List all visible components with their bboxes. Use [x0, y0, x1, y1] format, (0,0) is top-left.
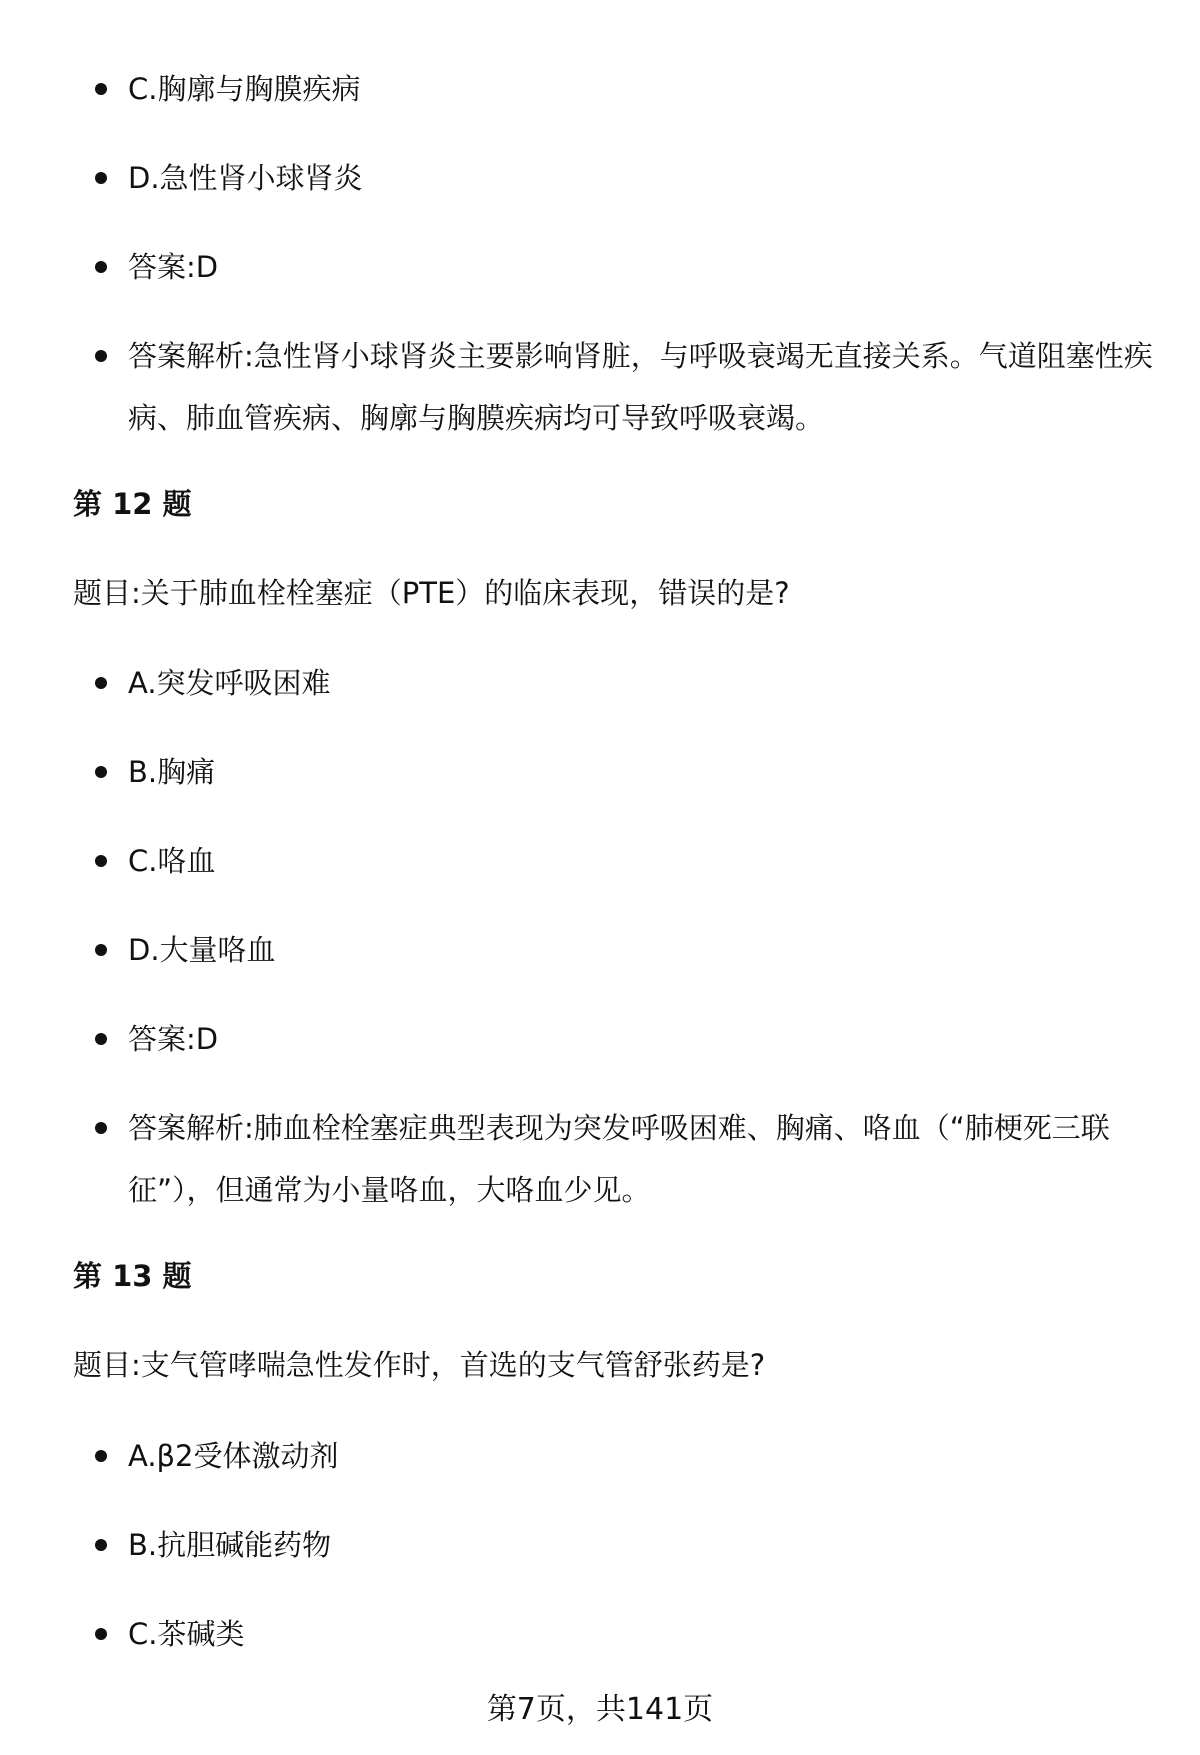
option-item — [95, 919, 1155, 981]
bullet-dot — [95, 1539, 107, 1551]
option-item — [95, 1514, 1155, 1576]
option-text: C.咯血 — [128, 844, 216, 878]
question-text: 题目:支气管哮喘急性发作时，首选的支气管舒张药是? — [73, 1348, 766, 1382]
bullet-dot — [95, 766, 107, 778]
bullet-dot — [95, 261, 107, 273]
bullet-dot — [95, 172, 107, 184]
explanation-text: 答案解析:肺血栓栓塞症典型表现为突发呼吸困难、胸痛、咯血（“肺梗死三联征”），但通常为小量咯血，大咯血少见。 — [128, 1111, 1110, 1207]
option-item — [95, 741, 1155, 803]
question-heading: 第 12 题 — [73, 487, 192, 521]
option-item — [95, 147, 1155, 209]
answer-item — [95, 236, 1155, 298]
bullet-dot — [95, 350, 107, 362]
bullet-dot — [95, 1628, 107, 1640]
question-text: 题目:关于肺血栓栓塞症（PTE）的临床表现，错误的是? — [73, 576, 790, 610]
explanation-text: 答案解析:急性肾小球肾炎主要影响肾脏，与呼吸衰竭无直接关系。气道阻塞性疾病、肺血管疾病、胸廓与胸膜疾病均可导致呼吸衰竭。 — [128, 339, 1153, 435]
option-item — [95, 1425, 1155, 1487]
answer-item — [95, 1008, 1155, 1070]
option-text: D.大量咯血 — [128, 933, 276, 967]
option-item — [95, 58, 1155, 120]
option-item — [95, 830, 1155, 892]
option-text: D.急性肾小球肾炎 — [128, 161, 363, 195]
bullet-dot — [95, 1450, 107, 1462]
option-text: C.茶碱类 — [128, 1617, 245, 1651]
question-heading: 第 13 题 — [73, 1259, 192, 1293]
option-item — [95, 1603, 1155, 1665]
bullet-dot — [95, 855, 107, 867]
page-number-footer: 第7页，共141页 — [486, 1692, 714, 1727]
answer-text: 答案:D — [128, 250, 219, 284]
explanation-item — [95, 325, 1155, 449]
bullet-dot — [95, 1122, 107, 1134]
answer-text: 答案:D — [128, 1022, 219, 1056]
option-text: A.β2受体激动剂 — [128, 1439, 339, 1473]
option-text: B.胸痛 — [128, 755, 216, 789]
bullet-dot — [95, 83, 107, 95]
bullet-dot — [95, 1033, 107, 1045]
option-text: C.胸廓与胸膜疾病 — [128, 72, 361, 106]
explanation-item — [95, 1097, 1155, 1221]
option-text: B.抗胆碱能药物 — [128, 1528, 332, 1562]
bullet-dot — [95, 677, 107, 689]
bullet-dot — [95, 944, 107, 956]
option-text: A.突发呼吸困难 — [128, 666, 331, 700]
option-item — [95, 652, 1155, 714]
